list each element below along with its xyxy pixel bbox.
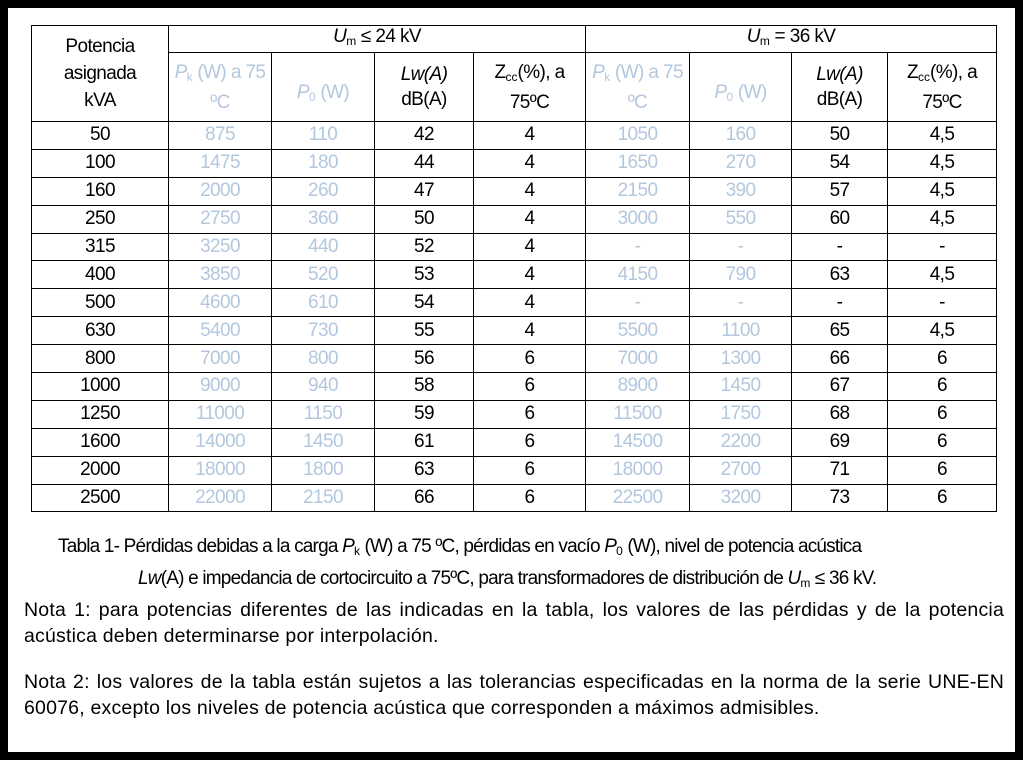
um-symbol: U: [746, 26, 760, 47]
table-cell: 4: [474, 122, 586, 150]
um-subscript: m: [346, 34, 357, 48]
pk-symbol: P: [342, 536, 354, 557]
table-cell: 3200: [690, 484, 792, 512]
table-cell: 7000: [169, 345, 272, 373]
table-cell: 1050: [586, 122, 690, 150]
table-cell: 1150: [272, 400, 375, 428]
table-cell: 110: [272, 122, 375, 150]
table-row: [32, 205, 997, 233]
table-cell: -: [586, 233, 690, 261]
table-cell: 22500: [586, 484, 690, 512]
db-unit-label: dB(A): [401, 89, 447, 110]
table-cell: 6: [888, 484, 997, 512]
table-cell: 66: [792, 345, 888, 373]
lw-label: Lw(A): [400, 64, 448, 85]
table-cell: -: [888, 289, 997, 317]
potencia-header: [32, 26, 169, 122]
table-cell: 63: [792, 261, 888, 289]
table-cell: 4: [474, 317, 586, 345]
table-row: [32, 373, 997, 401]
table-cell: 6: [474, 456, 586, 484]
pk-symbol: P: [592, 61, 605, 83]
zcc-label: (%), a 75ºC: [922, 61, 978, 113]
table-cell: 1000: [32, 373, 169, 401]
table-cell: 8900: [586, 373, 690, 401]
pk-subscript: k: [353, 544, 360, 558]
table-cell: 4: [474, 289, 586, 317]
table-body: [32, 122, 997, 512]
p0-label: (W): [315, 82, 350, 103]
table-cell: 6: [888, 400, 997, 428]
table-cell: 6: [888, 373, 997, 401]
pk-label: (W) a 75 ºC: [192, 61, 266, 113]
col-header-lw-24: [375, 53, 474, 122]
table-cell: 71: [792, 456, 888, 484]
table-cell: 1600: [32, 428, 169, 456]
table-cell: 22000: [169, 484, 272, 512]
table-cell: 53: [375, 261, 474, 289]
table-cell: 1450: [690, 373, 792, 401]
table-cell: 6: [888, 345, 997, 373]
table-cell: 1250: [32, 400, 169, 428]
table-cell: 59: [375, 400, 474, 428]
table-cell: 400: [32, 261, 169, 289]
col-header-pk-24: [169, 53, 272, 122]
note-1: Nota 1: para potencias diferentes de las indicadas en la tabla, los valores de las pérdidas y de la potencia acústica deben determinarse por interpolación.: [24, 599, 1004, 647]
p0-symbol: P: [296, 82, 309, 103]
table-cell: 1800: [272, 456, 375, 484]
table-cell: 3250: [169, 233, 272, 261]
table-cell: 61: [375, 428, 474, 456]
table-cell: 1300: [690, 345, 792, 373]
table-cell: 6: [474, 484, 586, 512]
table-row: [32, 122, 997, 150]
table-cell: 55: [375, 317, 474, 345]
table-cell: 65: [792, 317, 888, 345]
caption-text: ≤ 36 kV.: [810, 568, 877, 589]
um-symbol: U: [333, 26, 347, 47]
caption-text: (W), nivel de potencia acústica: [622, 536, 862, 557]
table-cell: 730: [272, 317, 375, 345]
table-cell: 50: [375, 205, 474, 233]
zcc-subscript: cc: [918, 69, 930, 84]
um-subscript: m: [759, 34, 770, 48]
table-cell: 54: [375, 289, 474, 317]
table-cell: 44: [375, 149, 474, 177]
lw-symbol: Lw: [138, 568, 161, 589]
table-cell: 4150: [586, 261, 690, 289]
table-row: [32, 428, 997, 456]
table-cell: 160: [32, 177, 169, 205]
table-cell: 73: [792, 484, 888, 512]
group-header-24kv: [169, 26, 586, 53]
table-cell: 1450: [272, 428, 375, 456]
table-cell: 67: [792, 373, 888, 401]
table-cell: 4: [474, 177, 586, 205]
um-symbol: U: [787, 568, 801, 589]
table-cell: 315: [32, 233, 169, 261]
col-header-zcc-24: [474, 53, 586, 122]
table-cell: 4: [474, 205, 586, 233]
table-cell: 66: [375, 484, 474, 512]
table-cell: 1475: [169, 149, 272, 177]
table-cell: 69: [792, 428, 888, 456]
table-row: [32, 400, 997, 428]
p0-subscript: 0: [308, 90, 316, 104]
zcc-symbol: Z: [906, 61, 918, 83]
table-row: [32, 456, 997, 484]
col-header-pk-36: [586, 53, 690, 122]
table-cell: 800: [272, 345, 375, 373]
pk-subscript: k: [186, 69, 193, 84]
p0-symbol: P: [604, 536, 617, 557]
zcc-symbol: Z: [494, 61, 506, 83]
table-cell: 6: [474, 373, 586, 401]
table-cell: 54: [792, 149, 888, 177]
caption-line-2: [58, 565, 988, 597]
table-cell: 1750: [690, 400, 792, 428]
table-cell: 790: [690, 261, 792, 289]
transformer-losses-table: [31, 25, 997, 512]
table-cell: 250: [32, 205, 169, 233]
p0-label: (W): [733, 82, 767, 103]
table-cell: 2150: [272, 484, 375, 512]
table-cell: 390: [690, 177, 792, 205]
document-page: [8, 8, 1015, 752]
table-cell: 50: [32, 122, 169, 150]
table-cell: 4: [474, 261, 586, 289]
table-cell: -: [586, 289, 690, 317]
table-cell: 270: [690, 149, 792, 177]
pk-subscript: k: [604, 69, 611, 84]
p0-subscript: 0: [726, 90, 734, 104]
table-cell: 440: [272, 233, 375, 261]
table-cell: 630: [32, 317, 169, 345]
table-cell: 68: [792, 400, 888, 428]
header-row-top: [32, 26, 997, 53]
um-subscript: m: [800, 576, 811, 590]
table-cell: 6: [474, 345, 586, 373]
table-cell: 42: [375, 122, 474, 150]
table-cell: 5500: [586, 317, 690, 345]
table-cell: 63: [375, 456, 474, 484]
table-cell: 11000: [169, 400, 272, 428]
table-cell: 50: [792, 122, 888, 150]
table-cell: 2000: [32, 456, 169, 484]
table-cell: 180: [272, 149, 375, 177]
table-cell: 18000: [169, 456, 272, 484]
table-cell: -: [690, 233, 792, 261]
table-cell: 1650: [586, 149, 690, 177]
p0-symbol: P: [714, 82, 727, 103]
table-cell: -: [792, 289, 888, 317]
table-cell: 3000: [586, 205, 690, 233]
zcc-label: (%), a 75ºC: [509, 61, 565, 113]
pk-label: (W) a 75 ºC: [610, 61, 683, 113]
table-cell: 4,5: [888, 122, 997, 150]
table-cell: 940: [272, 373, 375, 401]
col-header-p0-36: [690, 53, 792, 122]
group-header-36kv: [586, 26, 997, 53]
table-cell: 4: [474, 149, 586, 177]
table-row: [32, 177, 997, 205]
caption-text: (A) e impedancia de cortocircuito a 75ºC, para transformadores de distribución de: [160, 568, 788, 589]
table-cell: 520: [272, 261, 375, 289]
table-cell: 11500: [586, 400, 690, 428]
table-cell: 360: [272, 205, 375, 233]
pk-symbol: P: [174, 61, 187, 83]
table-cell: 56: [375, 345, 474, 373]
table-cell: 7000: [586, 345, 690, 373]
table-cell: 4600: [169, 289, 272, 317]
table-row: [32, 317, 997, 345]
table-cell: 500: [32, 289, 169, 317]
table-cell: 550: [690, 205, 792, 233]
table-cell: 47: [375, 177, 474, 205]
table-caption: [58, 533, 988, 597]
lw-label: Lw(A): [816, 64, 863, 85]
table-cell: -: [690, 289, 792, 317]
table-cell: 6: [474, 428, 586, 456]
table-row: [32, 289, 997, 317]
table-cell: 14000: [169, 428, 272, 456]
p0-subscript: 0: [616, 544, 623, 558]
table-cell: 4,5: [888, 177, 997, 205]
table-cell: 52: [375, 233, 474, 261]
note-2: Nota 2: los valores de la tabla están sujetos a las tolerancias especificadas en la norma de la serie UNE-EN 60076, excepto los niveles de potencia acústica que corresponden a máximos admisibles.: [24, 671, 1004, 719]
table-cell: 800: [32, 345, 169, 373]
table-cell: 58: [375, 373, 474, 401]
group-24kv-label: ≤ 24 kV: [356, 26, 421, 47]
col-header-lw-36: [792, 53, 888, 122]
table-cell: 4,5: [888, 205, 997, 233]
table-cell: 5400: [169, 317, 272, 345]
table-cell: 9000: [169, 373, 272, 401]
table-cell: -: [792, 233, 888, 261]
table-cell: 2700: [690, 456, 792, 484]
caption-text: Tabla 1- Pérdidas debidas a la carga: [58, 536, 343, 557]
table-cell: 6: [888, 428, 997, 456]
col-header-p0-24: [272, 53, 375, 122]
table-cell: 610: [272, 289, 375, 317]
table-cell: 2750: [169, 205, 272, 233]
potencia-label: Potencia asignada kVA: [63, 36, 137, 111]
zcc-subscript: cc: [505, 69, 518, 84]
table-cell: 2150: [586, 177, 690, 205]
table-cell: -: [888, 233, 997, 261]
group-36kv-label: = 36 kV: [769, 26, 836, 47]
table-cell: 160: [690, 122, 792, 150]
table-cell: 1100: [690, 317, 792, 345]
table-row: [32, 484, 997, 512]
table-row: [32, 261, 997, 289]
header-row-columns: [32, 53, 997, 122]
table-cell: 4,5: [888, 317, 997, 345]
table-cell: 2200: [690, 428, 792, 456]
table-cell: 875: [169, 122, 272, 150]
table-cell: 4,5: [888, 261, 997, 289]
table-cell: 3850: [169, 261, 272, 289]
caption-text: (W) a 75 ºC, pérdidas en vacío: [359, 536, 605, 557]
table-cell: 2000: [169, 177, 272, 205]
table-cell: 18000: [586, 456, 690, 484]
table-cell: 4: [474, 233, 586, 261]
db-unit-label: dB(A): [816, 89, 863, 110]
col-header-zcc-36: [888, 53, 997, 122]
table-cell: 60: [792, 205, 888, 233]
table-row: [32, 149, 997, 177]
table-cell: 100: [32, 149, 169, 177]
table-row: [32, 345, 997, 373]
table-cell: 4,5: [888, 149, 997, 177]
table-cell: 14500: [586, 428, 690, 456]
table-cell: 2500: [32, 484, 169, 512]
table-cell: 57: [792, 177, 888, 205]
table-cell: 6: [888, 456, 997, 484]
table-cell: 6: [474, 400, 586, 428]
table-row: [32, 233, 997, 261]
table-cell: 260: [272, 177, 375, 205]
